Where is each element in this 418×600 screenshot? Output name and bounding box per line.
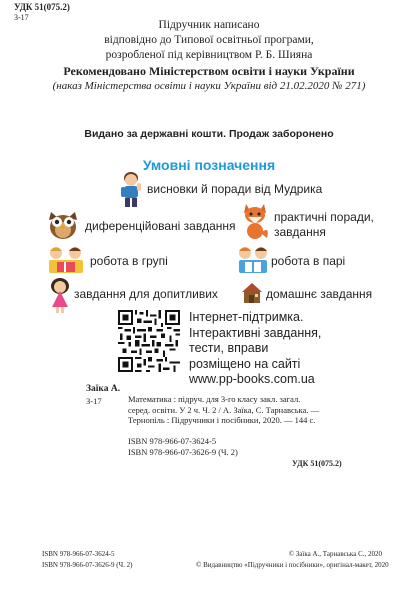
footer-copyright <box>196 549 389 571</box>
curious-girl-icon <box>48 277 72 313</box>
internet-support-block <box>189 310 321 388</box>
website-link[interactable]: www.pp-books.com.ua <box>189 372 315 386</box>
catalog-author: Заїка А. <box>86 384 121 394</box>
internet-line: Інтернет-підтримка. <box>189 310 304 324</box>
curriculum-line: відповідно до Типової освітньої програми, <box>104 34 314 46</box>
group-kids-icon <box>47 245 85 275</box>
internet-line: розміщено на сайті <box>189 356 301 371</box>
isbn-line: ISBN 978-966-07-3624-5 <box>128 436 217 446</box>
copyright-line: © Видавництво «Підручники і посібники», оригінал-макет, 2020 <box>196 561 389 569</box>
internet-line: тести, вправи <box>189 341 269 355</box>
curriculum-line: Підручник написано <box>158 19 260 31</box>
catalog-line: Тернопіль : Підручники і посібники, 2020. — 144 с. <box>128 415 316 425</box>
legend-label-pair: робота в парі <box>271 254 346 268</box>
legend-title: Умовні позначення <box>142 157 276 173</box>
legend-label-differentiated: диференційовані завдання <box>85 219 236 233</box>
library-code-top: З-17 <box>14 13 29 22</box>
legend-label-curious: завдання для допитливих <box>74 287 218 301</box>
internet-line: Інтерактивні завдання, <box>189 325 322 340</box>
catalog-line: серед. освіти. У 2 ч. Ч. 2 / А. Заїка, С. Тарнавська. — <box>128 404 320 415</box>
legend-label-group: робота в групі <box>90 254 168 268</box>
udk-top: УДК 51(075.2) <box>14 2 70 12</box>
catalog-description <box>128 394 398 426</box>
footer-isbn-line: ISBN 978-966-07-3624-5 <box>42 550 115 558</box>
curriculum-note <box>0 18 418 63</box>
owl-icon <box>46 208 80 240</box>
legend-label-conclusions: висновки й поради від Мудрика <box>147 182 323 196</box>
house-icon <box>241 282 263 304</box>
legend-label-practical-text: практичні поради, завдання <box>274 210 374 239</box>
pair-kids-icon <box>236 245 270 275</box>
isbn-line: ISBN 978-966-07-3626-9 (Ч. 2) <box>128 446 238 457</box>
footer-isbn-line: ISBN 978-966-07-3626-9 (Ч. 2) <box>42 561 133 569</box>
qr-code[interactable] <box>118 310 180 372</box>
legend-label-homework: домашнє завдання <box>266 287 373 301</box>
catalog-isbn <box>128 436 238 457</box>
curriculum-line: розробленої під керівництвом Р. Б. Шияна <box>105 49 313 61</box>
catalog-line: Математика : підруч. для 3-го класу закл. загал. <box>128 394 301 404</box>
wise-boy-icon <box>118 170 144 208</box>
recommendation-order: (наказ Міністерства освіти і науки України від 21.02.2020 № 271) <box>52 80 366 92</box>
funding-note: Видано за державні кошти. Продаж заборонено <box>84 128 334 140</box>
fox-icon <box>240 200 270 240</box>
catalog-udk: УДК 51(075.2) <box>292 459 342 468</box>
copyright-line: © Заїка А., Тарнавська С., 2020 <box>288 550 382 558</box>
legend-label-practical <box>274 210 374 240</box>
catalog-code: З-17 <box>86 396 102 406</box>
footer-isbn <box>42 549 132 571</box>
recommendation-title: Рекомендовано Міністерством освіти і науки України <box>63 64 355 78</box>
